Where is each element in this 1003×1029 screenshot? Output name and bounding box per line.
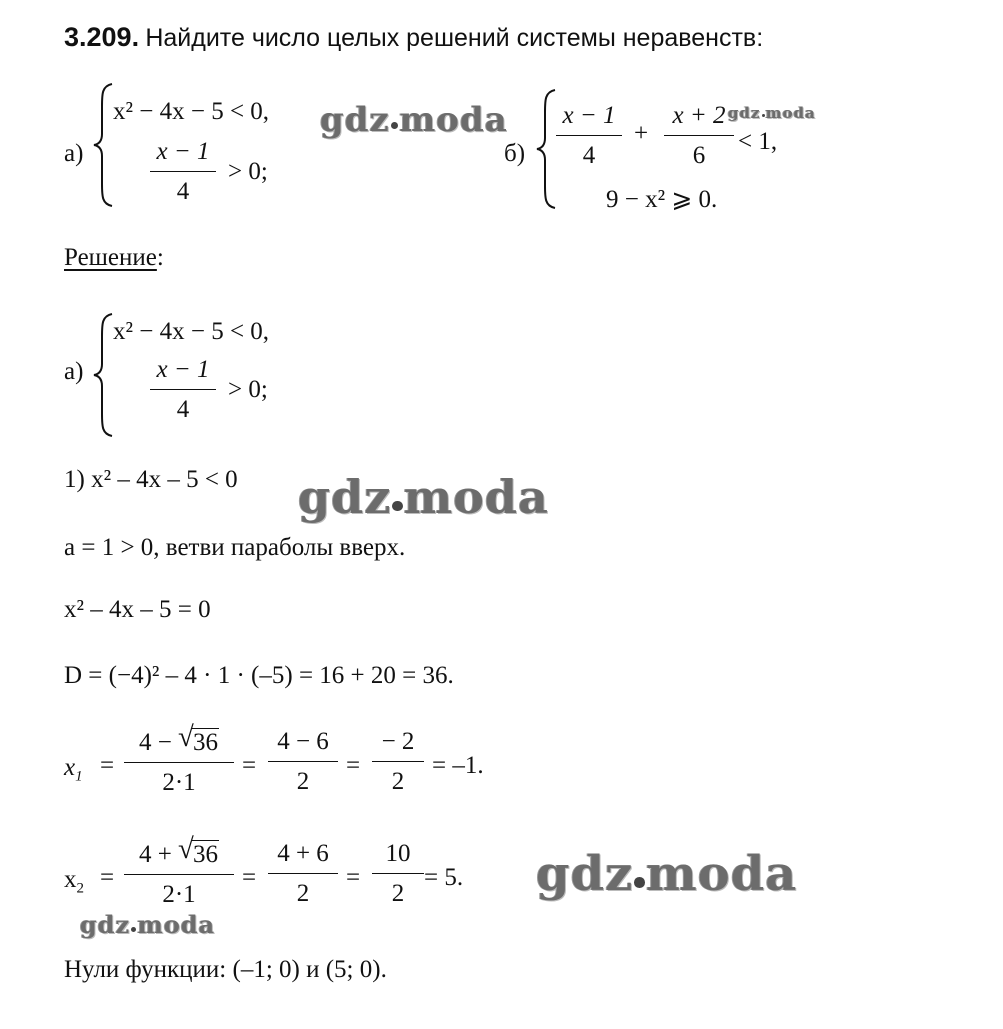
watermark-logo: gdz moda	[298, 470, 549, 524]
system-b-fraction-2: x + 2 6	[664, 102, 734, 170]
problem-number: 3.209.	[64, 22, 140, 52]
brace-icon	[535, 88, 557, 210]
solution-heading	[64, 244, 164, 272]
system-b-fraction-1: x − 1 4	[556, 102, 622, 170]
step-1: 1) x² – 4x – 5 < 0	[64, 466, 238, 493]
system-b-label: б)	[504, 140, 526, 167]
x1-fraction-2: 4 − 6 2	[268, 728, 338, 796]
solution-heading-colon: :	[156, 244, 164, 271]
x2-variable: $x_2$	[64, 866, 84, 897]
watermark-logo: gdz moda	[536, 846, 798, 902]
x2-eq-3: =	[346, 864, 361, 891]
brace-icon	[92, 312, 114, 438]
system-a-line1: x² − 4x − 5 < 0,	[113, 98, 270, 125]
system-a-fraction: x − 1 4	[150, 138, 216, 206]
system-b-line2: 9 − x² ⩾ 0.	[606, 186, 718, 213]
solution-heading-text: Решение	[64, 244, 157, 271]
x1-fraction-1: 4 − √ 36 2·1	[124, 728, 234, 797]
brace-icon	[92, 82, 114, 208]
x2-fraction-2: 4 + 6 2	[268, 840, 338, 908]
x1-eq-1: =	[100, 752, 115, 779]
zeros-line: Нули функции: (–1; 0) и (5; 0).	[64, 956, 387, 983]
system-b-rel: < 1,	[738, 128, 778, 155]
x2-fraction-1: 4 + √ 36 2·1	[124, 840, 234, 909]
system-a-line1: x² − 4x − 5 < 0,	[113, 318, 270, 345]
x1-variable: $x_1$	[64, 754, 83, 785]
x2-eq-1: =	[100, 864, 115, 891]
x1-eq-2: =	[242, 752, 257, 779]
system-a-rel: > 0;	[228, 376, 268, 403]
x1-eq-3: =	[346, 752, 361, 779]
system-a-fraction: x − 1 4	[150, 356, 216, 424]
watermark-logo: gdz moda	[728, 104, 816, 122]
watermark-logo: gdz moda	[320, 100, 508, 140]
step-4: D = (−4)² – 4 · 1 · (–5) = 16 + 20 = 36.	[64, 662, 454, 689]
x2-fraction-3: 10 2	[372, 840, 424, 908]
x2-result: = 5.	[424, 864, 464, 891]
x2-eq-2: =	[242, 864, 257, 891]
x1-fraction-3: − 2 2	[372, 728, 424, 796]
x1-result: = –1.	[432, 752, 484, 779]
step-3: x² – 4x – 5 = 0	[64, 596, 211, 623]
problem-text: Найдите число целых решений системы неравенств:	[145, 24, 764, 52]
step-2: a = 1 > 0, ветви параболы вверх.	[64, 534, 406, 561]
watermark-logo: gdz moda	[80, 910, 216, 939]
system-a-rel: > 0;	[228, 158, 268, 185]
system-a-label: а)	[64, 140, 84, 167]
system-a-label: а)	[64, 358, 84, 385]
system-b-plus: +	[634, 120, 649, 147]
problem-header	[64, 22, 763, 53]
